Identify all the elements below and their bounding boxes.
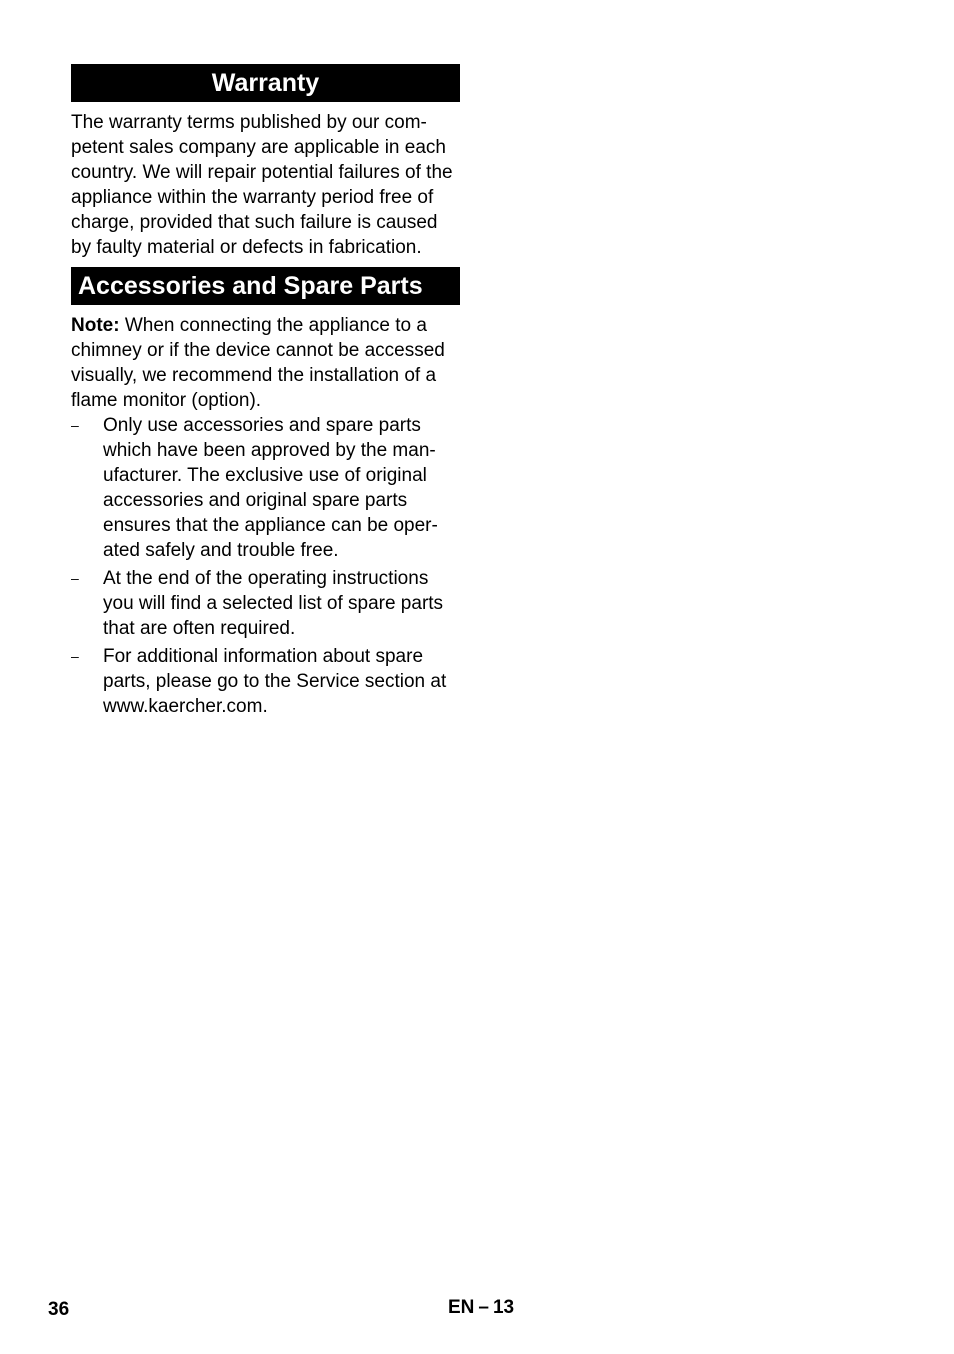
dash-bullet-icon: – bbox=[71, 570, 79, 586]
accessories-note bbox=[71, 313, 460, 413]
page-content-column bbox=[71, 64, 460, 722]
accessories-bullet-list bbox=[71, 413, 460, 719]
list-item bbox=[71, 644, 460, 719]
note-label: Note: bbox=[71, 315, 120, 336]
footer-language: EN bbox=[448, 1297, 475, 1318]
list-item-text: At the end of the operating instructions you will find a selected list of spare parts that are often required. bbox=[103, 568, 444, 639]
warranty-body: The warranty terms published by our competent sales company are applicable in each country. We will repair potential failures of the appliance within the warranty period free of charge, provided that such failure is caused by faulty material or defects in fabrication. bbox=[71, 112, 453, 258]
warranty-heading: Warranty bbox=[71, 64, 460, 102]
list-item bbox=[71, 566, 460, 641]
list-item-text: For additional information about spare parts, please go to the Service section at www.kaercher.com. bbox=[103, 646, 447, 717]
dash-bullet-icon: – bbox=[71, 648, 79, 664]
accessories-heading: Accessories and Spare Parts bbox=[71, 267, 460, 305]
list-item-text: Only use accessories and spare parts which have been approved by the manufacturer. The exclusive use of original accessories and original spare parts ensures that the appliance can be operated safely and trouble free. bbox=[103, 415, 438, 561]
footer-section-page: 13 bbox=[492, 1297, 515, 1318]
footer-page-number: 36 bbox=[48, 1299, 70, 1320]
dash-bullet-icon: – bbox=[71, 417, 79, 433]
footer-language-page bbox=[448, 1297, 514, 1319]
note-text: When connecting the appliance to a chimney or if the device cannot be accessed visually, we recommend the installation of a flame monitor (option). bbox=[71, 315, 445, 411]
list-item bbox=[71, 413, 460, 563]
footer-separator: – bbox=[478, 1297, 489, 1318]
